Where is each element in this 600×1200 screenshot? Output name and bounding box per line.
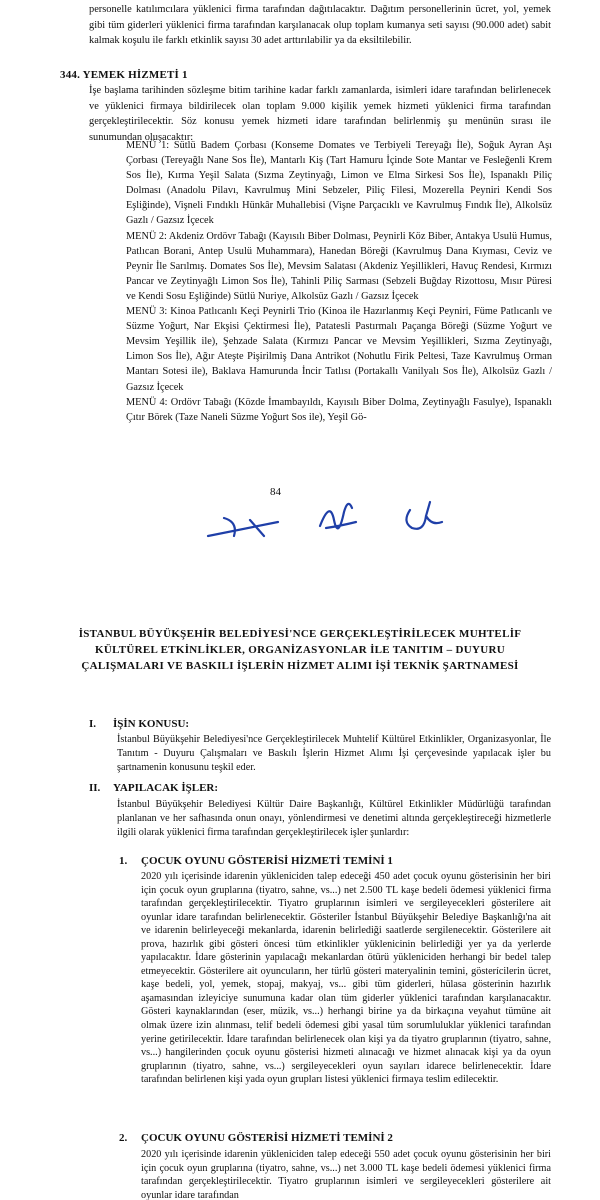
page-gap — [0, 560, 600, 610]
paragraph-distribution: personelle katılımcılara yüklenici firma tarafından dağıtılacaktır. Dağıtım personellerinin ücret, yol, yemek gibi tüm giderleri yüklenici firma tarafından karşılanacak olup toplam kumanya seti sayısı (90.000 adet) sabit kalmak koşulu ile farklı etkinlik sayısı 30 adet arttırılabilir ya da eksiltilebilir. — [89, 4, 551, 47]
section-heading-yapilacak-isler — [89, 782, 218, 794]
subsection-number: 2. — [119, 1132, 128, 1144]
signature-3 — [406, 502, 442, 529]
section-number: II. — [89, 782, 101, 794]
paragraph-cocuk-oyunu-1: 2020 yılı içerisinde idarenin yükleniciden talep edeceği 450 adet çocuk oyunu gösterisinin her biri için çocuk oyun gruplarına (tiyatro, sahne, vs...) net 2.500 TL kaşe bedeli ödemesi yüklenici firma tarafından gerçekleştirilecektir. Tiyatro gruplarının isimleri ve sergileyecekleri gösterilere ait oyunlar idare tarafından belirlenecektir. Gösteriler İstanbul Büyükşehir Belediye Başkanlığı'na ait ve idarenin belirleyeceği mekanlarda, idarenin belirlediği saatlerde sergilenecektir. Gösterilere ait prova, hazırlık gibi gösteri öncesi tüm etkinlikler yüklenicinin belirlediği yer ya da yerlerde yapılacaktır. İdare gösterinin yapılacağı mekanlardan ötürü yükleniciden herhangi bir bedel talep etmeyecektir. Gösterilere ait oyuncuların, her türlü gösteri materyalinin temini, gösterícilerin ücret, kaşe bedeli, yol, yemek, stopaj, makyaj, vs... gibi tüm giderleri, hülasa gösterinin hazırlık aşamasından izleyiciye sunumuna kadar olan tüm giderler yüklenici tarafından karşılanacaktır. Gösteri kaynaklarından (eser, müzik, vs...) herhangi birine ya da birkaçına veyahut tümüne ait olmak üzere izin alınması, telif bedeli ödemesi gibi yasal tüm sorumluluklar yüklenici tarafından yerine getirilecektir. İdare tarafından belirlenecek olan kişi ya da tiyatro gruplarının (tiyatro, sahne, vs...) hangilerinden çocuk oyunu gösterisi hizmeti alınacağı ve hizmet alınacak kişi ya da oyun gruplarının (tiyatro, sahne, vs...) sergileyecekleri oyun sayıları idarece belirlenecektir. İdare tarafından belirlenen kişi yada oyun grupları listesi yüklenici firmaya teslim edilecektir. — [141, 871, 551, 1086]
signature-2 — [320, 504, 356, 528]
section-title: YAPILACAK İŞLER: — [113, 782, 219, 794]
handwritten-signatures — [180, 492, 460, 552]
subsection-heading-cocuk-oyunu-2 — [119, 1132, 393, 1144]
signature-1 — [208, 518, 278, 536]
subsection-heading-cocuk-oyunu-1 — [119, 855, 393, 867]
section-heading-yemek-hizmeti: 344. YEMEK HİZMETİ 1 — [60, 69, 188, 81]
subsection-title: ÇOCUK OYUNU GÖSTERİSİ HİZMETİ TEMİNİ 2 — [141, 1132, 393, 1144]
document-page-teknik-sartname — [0, 610, 600, 1200]
paragraph-yemek-hizmeti: İşe başlama tarihinden sözleşme bitim tarihine kadar farklı zamanlarda, isimleri idare tarafından belirlenecek ve yüklenici firmaya bildirilecek olan toplam 9.000 kişilik yemek hizmeti yüklenici firma tarafından gerçekleştirilecektir. Söz konusu yemek hizmeti idare tarafından belirlenmiş şu menünün sırası ile sunumundan oluşacaktır: — [89, 85, 551, 143]
menu-item-3: MENÜ 3: Kinoa Patlıcanlı Keçi Peynirli Trio (Kinoa ile Hazırlanmış Keçi Peyniri, Füme Patlıcanlı ve Süzme Yoğurt, Nar Ekşisi Çektirmesi İle), Patatesli Pastırmalı Paçanga Böreği (Süzme Yoğurt ve Mevsim Yeşillik ile), Şehzade Salata (Kırmızı Pancar ve Mevsim Yeşillikleri, Sızma Zeytinyağı, Limon Sos İle), Ağır Ateşte Pişirilmiş Dana Antrikot (Nohutlu Firik Peltesi, Taze Kavrulmuş Orman Mantarı Sotesi ile), Baklava Hamurunda İncir Tatlısı (Portakallı Vanilyalı Sos İle), Alkolsüz Gazlı / Gazsız İçecek — [126, 306, 552, 393]
section-number: I. — [89, 718, 97, 730]
subsection-number: 1. — [119, 855, 128, 867]
section-heading-isin-konusu — [89, 718, 189, 730]
menu-list — [126, 138, 552, 425]
document-title: İSTANBUL BÜYÜKŞEHİR BELEDİYESİ'NCE GERÇEKLEŞTİRİLECEK MUHTELİF KÜLTÜREL ETKİNLİKLER, ORGANİZASYONLAR İLE TANITIM – DUYURU ÇALIŞMALARI VE BASKILI İŞLERİN HİZMET ALIMI İŞİ TEKNİK ŞARTNAMESİ — [78, 628, 522, 672]
section-title: İŞİN KONUSU: — [113, 718, 190, 730]
paragraph-cocuk-oyunu-2: 2020 yılı içerisinde idarenin yükleniciden talep edeceği 550 adet çocuk oyunu gösterisinin her biri için çocuk oyun gruplarına (tiyatro, sahne, vs...) net 3.000 TL kaşe bedeli ödemesi yüklenici firma tarafından gerçekleştirilecektir. Tiyatro gruplarının isimleri ve sergileyecekleri gösterilere ait oyunlar idare tarafından — [141, 1149, 551, 1200]
subsection-title: ÇOCUK OYUNU GÖSTERİSİ HİZMETİ TEMİNİ 1 — [141, 855, 393, 867]
menu-item-1: MENÜ 1: Sütlü Badem Çorbası (Konseme Domates ve Terbiyeli Tereyağı İle), Soğuk Ayran Aşı Çorbası (Tereyağlı Nane Sos İle), Mantarlı Kiş (Tart Hamuru İçinde Sote Mantar ve Fesleğenli Krem Sos İle), Kırma Yeşil Salata (Sızma Zeytinyağı, Limon ve Elma Sirkesi Sos İle), Ispanaklı Piliç Dolması (Anadolu Pilavı, Kavrulmuş Mini Sebzeler, Piliç Filesi, Mozerella Peyniri Kendi Sos Eşliğinde), Vişneli Fındıklı Hünkâr Muhallebisi (Vişne Parçacıklı ve Kavrulmuş Fındık İle), Alkolsüz Gazlı / Gazsız İçecek — [126, 140, 552, 227]
menu-item-2: MENÜ 2: Akdeniz Ordövr Tabağı (Kayısılı Biber Dolması, Peynirli Köz Biber, Antakya Usulü Humus, Patlıcan Borani, Antep Usulü Muhammara), Hanedan Böreği (Kavrulmuş Dana Kıyması, Ceviz ve Peynir İle Sarılmış. Domates Sos İle), Mevsim Salatası (Akdeniz Yeşillikleri, Havuç Rendesi, Kırmızı Pancar ve Zeytinyağlı Limon Sos İle), Tahinli Piliç Sarması (Sebzeli Buğday Rizottosu, Mısır Püresi ve Kendi Sosu Eşliğinde) Sütlü Nuriye, Alkolsüz Gazlı / Gazsız İçecek — [126, 230, 552, 302]
paragraph-isin-konusu: İstanbul Büyükşehir Belediyesi'nce Gerçekleştirilecek Muhtelif Kültürel Etkinlikler, Organizasyonlar, İle Tanıtım - Duyuru Çalışmaları ve Baskılı İşlerin Hizmet Alımı İşi çerçevesinde yapılacak işler bu şartnamenin konusunu teşkil eder. — [117, 734, 551, 774]
page-number: 84 — [270, 486, 281, 498]
document-page-84 — [0, 0, 600, 560]
menu-item-4: MENÜ 4: Ordövr Tabağı (Közde İmambayıldı, Kayısılı Biber Dolma, Zeytinyağlı Fasulye), Ispanaklı Çıtır Börek (Taze Naneli Süzme Yoğurt Sos ile), Yeşil Gö- — [126, 396, 552, 423]
paragraph-yapilacak-isler: İstanbul Büyükşehir Belediyesi Kültür Daire Başkanlığı, Kültürel Etkinlikler Müdürlüğü tarafından planlanan ve her safhasında onun onayı, yönlendirmesi ve denetimi altında gerçekleştireceği hizmetlerle ilgili olarak yüklenici firma tarafından gerçekleştirilecek işler şunlardır: — [117, 799, 551, 839]
